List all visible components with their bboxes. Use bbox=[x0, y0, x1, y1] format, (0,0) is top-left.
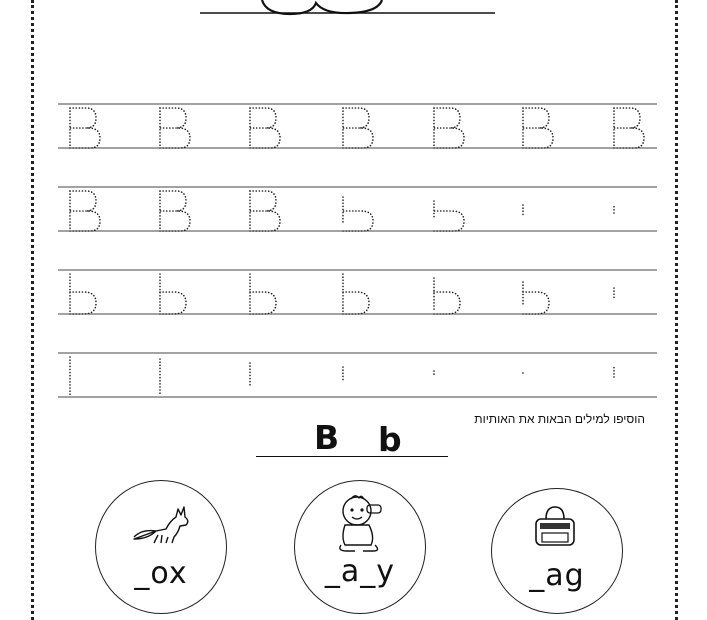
trace-stroke bbox=[70, 128, 100, 148]
trace-letter bbox=[160, 108, 190, 148]
trace-letter bbox=[70, 191, 100, 231]
trace-letter bbox=[70, 274, 96, 314]
trace-letter bbox=[343, 274, 369, 314]
word-circle-baby bbox=[294, 480, 426, 614]
letter-pair-line bbox=[256, 418, 448, 457]
lowercase-letter: b bbox=[378, 420, 402, 459]
trace-stroke bbox=[523, 128, 553, 148]
trace-stroke bbox=[250, 292, 276, 314]
tracing-row-2 bbox=[58, 187, 657, 231]
trace-letter bbox=[434, 108, 464, 148]
trace-stroke bbox=[343, 108, 369, 128]
trace-stroke bbox=[250, 108, 276, 128]
instruction-text: הוסיפו למילים הבאות את האותיות bbox=[474, 412, 645, 426]
trace-letter bbox=[250, 274, 276, 314]
trace-stroke bbox=[250, 191, 276, 211]
trace-letter bbox=[250, 191, 280, 231]
trace-stroke bbox=[70, 191, 96, 211]
trace-letter bbox=[434, 278, 460, 314]
trace-stroke bbox=[523, 108, 549, 128]
trace-letter bbox=[343, 108, 373, 148]
trace-stroke bbox=[343, 211, 373, 231]
trace-stroke bbox=[160, 191, 186, 211]
trace-letter bbox=[160, 191, 190, 231]
word-fox: _ox bbox=[134, 556, 188, 591]
word-circle-fox bbox=[95, 480, 227, 614]
trace-letter bbox=[614, 108, 644, 148]
tracing-row-1 bbox=[58, 104, 657, 148]
trace-stroke bbox=[70, 211, 100, 231]
trace-stroke bbox=[434, 108, 460, 128]
trace-letter bbox=[434, 201, 464, 231]
trace-stroke bbox=[434, 292, 460, 314]
trace-stroke bbox=[523, 292, 549, 314]
trace-stroke bbox=[614, 108, 640, 128]
bag-icon bbox=[532, 503, 578, 549]
trace-stroke bbox=[434, 128, 464, 148]
uppercase-letter: B bbox=[314, 418, 340, 457]
trace-stroke bbox=[160, 211, 190, 231]
trace-stroke bbox=[434, 211, 464, 231]
trace-stroke bbox=[160, 128, 190, 148]
trace-stroke bbox=[614, 128, 644, 148]
trace-stroke bbox=[250, 211, 280, 231]
trace-stroke bbox=[160, 292, 186, 314]
trace-letter bbox=[343, 197, 373, 231]
word-baby: _a_y bbox=[324, 554, 396, 589]
trace-letter bbox=[70, 108, 100, 148]
tracing-row-3 bbox=[58, 270, 657, 314]
trace-letter bbox=[250, 108, 280, 148]
trace-letter bbox=[523, 282, 549, 314]
trace-stroke bbox=[343, 292, 369, 314]
trace-letter bbox=[523, 108, 553, 148]
word-bag: _ag bbox=[529, 558, 585, 593]
trace-stroke bbox=[70, 292, 96, 314]
trace-stroke bbox=[343, 128, 373, 148]
trace-stroke bbox=[250, 128, 280, 148]
baby-icon bbox=[333, 491, 387, 553]
trace-stroke bbox=[160, 108, 186, 128]
trace-stroke bbox=[70, 108, 96, 128]
tracing-row-4 bbox=[58, 353, 657, 397]
trace-letter bbox=[160, 274, 186, 314]
fox-icon bbox=[128, 499, 194, 545]
word-circle-bag bbox=[491, 488, 623, 614]
